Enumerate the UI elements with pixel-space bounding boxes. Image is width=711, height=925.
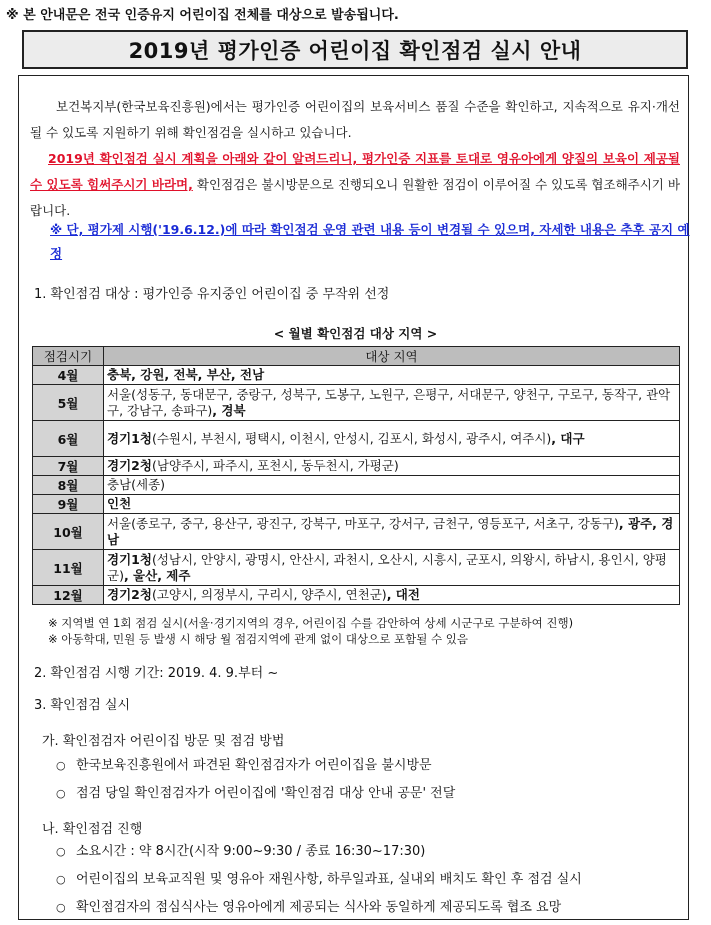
- list-item: ○ 한국보육진흥원에서 파견된 확인점검자가 어린이집을 불시방문: [56, 752, 676, 780]
- list-item: ○ 확인점검자의 점심식사는 영유아에게 제공되는 식사와 동일하게 제공되도록 협조 요망: [56, 894, 681, 922]
- column-header-region: 대상 지역: [104, 347, 680, 366]
- table-row: [33, 476, 680, 495]
- table-row: [33, 586, 680, 605]
- table-header-row: [33, 347, 680, 366]
- plan-highlight: 2019년 확인점검 실시 계획을 아래와 같이 알려드리니, 평가인증 지표를 토대로 영유아에게 양질의 보육이 제공될 수 있도록 힘써주시기 바라며,: [30, 151, 680, 192]
- policy-change-note: ※ 단, 평가제 시행('19.6.12.)에 따라 확인점검 운영 관련 내용 등이 변경될 수 있으며, 자세한 내용은 추후 공지 예정: [50, 222, 690, 261]
- document-title: [22, 30, 688, 69]
- list-item: ○ 점검 당일 확인점검자가 어린이집에 '확인점검 대상 안내 공문' 전달: [56, 780, 676, 808]
- footnote-frequency: ※ 지역별 연 1회 점검 실시(서울·경기지역의 경우, 어린이집 수를 감안하여 상세 시군구로 구분하여 진행): [48, 616, 574, 630]
- month-cell: 8월: [33, 476, 104, 495]
- section-2-period: 2. 확인점검 시행 기간: 2019. 4. 9.부터 ~: [34, 666, 279, 681]
- month-cell: 5월: [33, 385, 104, 421]
- month-cell: 7월: [33, 457, 104, 476]
- plan-rest: 확인점검은 불시방문으로 진행되오니 원활한 점검이 이루어질 수 있도록 협조해주시기 바랍니다.: [30, 177, 680, 218]
- subsection-a-heading: 가. 확인점검자 어린이집 방문 및 점검 방법: [42, 734, 285, 749]
- distribution-notice: ※ 본 안내문은 전국 인증유지 어린이집 전체를 대상으로 발송됩니다.: [6, 8, 399, 23]
- table-row: [33, 514, 680, 550]
- month-cell: 6월: [33, 421, 104, 457]
- table-footnotes: [48, 615, 573, 647]
- month-cell: 10월: [33, 514, 104, 550]
- subsection-b-list: [56, 838, 681, 922]
- table-row: [33, 366, 680, 385]
- region-cell: 경기2청(남양주시, 파주시, 포천시, 동두천시, 가평군): [104, 457, 680, 476]
- list-item: ○ 어린이집의 보육교직원 및 영유아 재원사항, 하루일과표, 실내외 배치도 확인 후 점검 실시: [56, 866, 681, 894]
- table-row: [33, 421, 680, 457]
- region-cell: 경기1청(성남시, 안양시, 광명시, 안산시, 과천시, 오산시, 시흥시, 군포시, 의왕시, 하남시, 용인시, 양평군), 울산, 제주: [104, 550, 680, 586]
- region-cell: 경기1청(수원시, 부천시, 평택시, 이천시, 안성시, 김포시, 화성시, 광주시, 여주시), 대구: [104, 421, 680, 457]
- month-cell: 4월: [33, 366, 104, 385]
- subsection-a-list: [56, 752, 676, 808]
- section-3-heading: 3. 확인점검 실시: [34, 698, 131, 713]
- intro-text: 보건복지부(한국보육진흥원)에서는 평가인증 어린이집의 보육서비스 품질 수준을 확인하고, 지속적으로 유지·개선될 수 있도록 지원하기 위해 확인점검을 실시하고 있습니다.: [30, 99, 680, 140]
- table-row: [33, 550, 680, 586]
- document-title-text: 2019년 평가인증 어린이집 확인점검 실시 안내: [128, 38, 582, 63]
- region-cell: 경기2청(고양시, 의정부시, 구리시, 양주시, 연천군), 대전: [104, 586, 680, 605]
- month-cell: 11월: [33, 550, 104, 586]
- schedule-table-title: < 월별 확인점검 대상 지역 >: [273, 326, 438, 341]
- table-row: [33, 495, 680, 514]
- region-cell: 충북, 강원, 전북, 부산, 전남: [104, 366, 680, 385]
- column-header-month: 점검시기: [33, 347, 104, 366]
- month-cell: 9월: [33, 495, 104, 514]
- month-cell: 12월: [33, 586, 104, 605]
- region-cell: 충남(세종): [104, 476, 680, 495]
- monthly-schedule-table: [32, 346, 680, 605]
- table-row: [33, 457, 680, 476]
- region-cell: 서울(종로구, 중구, 용산구, 광진구, 강북구, 마포구, 강서구, 금천구, 영등포구, 서초구, 강동구), 광주, 경남: [104, 514, 680, 550]
- intro-paragraph: [30, 94, 680, 146]
- section-1-target: 1. 확인점검 대상 : 평가인증 유지중인 어린이집 중 무작위 선정: [34, 287, 390, 302]
- list-item: ○ 소요시간 : 약 8시간(시작 9:00~9:30 / 종료 16:30~17:30): [56, 838, 681, 866]
- plan-paragraph: [30, 146, 680, 224]
- subsection-b-heading: 나. 확인점검 진행: [42, 822, 143, 837]
- footnote-inclusion: ※ 아동학대, 민원 등 발생 시 해당 월 점검지역에 관계 없이 대상으로 포함될 수 있음: [48, 632, 468, 646]
- region-cell: 인천: [104, 495, 680, 514]
- region-cell: 서울(성동구, 동대문구, 중랑구, 성북구, 도봉구, 노원구, 은평구, 서대문구, 양천구, 구로구, 동작구, 관악구, 강남구, 송파구), 경북: [104, 385, 680, 421]
- table-row: [33, 385, 680, 421]
